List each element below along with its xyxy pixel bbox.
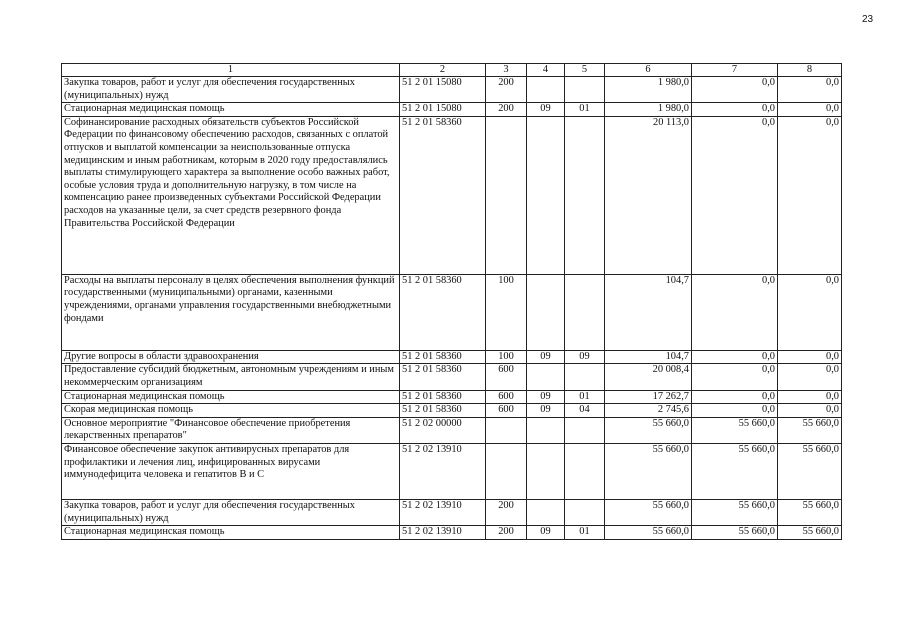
- expense-type-cell: 200: [486, 103, 527, 117]
- section-cell: 09: [527, 103, 565, 117]
- target-article-cell: 51 2 01 58360: [400, 116, 486, 274]
- amount-col8-cell: 0,0: [778, 77, 842, 103]
- section-cell: 09: [527, 350, 565, 364]
- target-article-cell: 51 2 01 58360: [400, 274, 486, 350]
- subsection-cell: 01: [565, 526, 605, 540]
- amount-col7-cell: 55 660,0: [692, 526, 778, 540]
- table-row: [62, 274, 842, 350]
- header-row: [62, 64, 842, 77]
- amount-col8-cell: 0,0: [778, 274, 842, 350]
- table-row: [62, 390, 842, 404]
- section-cell: [527, 274, 565, 350]
- amount-col6-cell: 104,7: [605, 350, 692, 364]
- subsection-cell: [565, 274, 605, 350]
- expense-type-cell: [486, 443, 527, 499]
- header-cell: 3: [486, 64, 527, 77]
- item-name-cell: Стационарная медицинская помощь: [62, 390, 400, 404]
- subsection-cell: [565, 443, 605, 499]
- table-row: [62, 77, 842, 103]
- item-name-cell: Предоставление субсидий бюджетным, автономным учреждениям и иным некоммерческим организациям: [62, 364, 400, 390]
- amount-col7-cell: 0,0: [692, 404, 778, 418]
- table-row: [62, 116, 842, 274]
- table-row: [62, 499, 842, 525]
- item-name-cell: Скорая медицинская помощь: [62, 404, 400, 418]
- amount-col7-cell: 0,0: [692, 77, 778, 103]
- target-article-cell: 51 2 01 58360: [400, 404, 486, 418]
- section-cell: 09: [527, 526, 565, 540]
- item-name-cell: Закупка товаров, работ и услуг для обеспечения государственных (муниципальных) нужд: [62, 499, 400, 525]
- expense-type-cell: [486, 417, 527, 443]
- table-row: [62, 103, 842, 117]
- target-article-cell: 51 2 01 58360: [400, 390, 486, 404]
- header-cell: 1: [62, 64, 400, 77]
- item-name-cell: Закупка товаров, работ и услуг для обеспечения государственных (муниципальных) нужд: [62, 77, 400, 103]
- item-name-cell: Софинансирование расходных обязательств субъектов Российской Федерации по финансовому обеспечению расходов, связанных с оплатой отпусков и выплатой компенсации за неиспользованные отпуска медицинским и иным работникам, которым в 2020 году предоставлялись выплаты стимулирующего характера за выполнение особо важных работ, особые условия труда и дополнительную нагрузку, в том числе на компенсацию ранее произведенных субъектами Российской Федерации расходов на указанные цели, за счет средств резервного фонда Правительства Российской Федерации: [62, 116, 400, 274]
- amount-col6-cell: 55 660,0: [605, 526, 692, 540]
- amount-col6-cell: 1 980,0: [605, 103, 692, 117]
- expense-type-cell: 200: [486, 77, 527, 103]
- subsection-cell: 09: [565, 350, 605, 364]
- table-row: [62, 526, 842, 540]
- amount-col7-cell: 0,0: [692, 364, 778, 390]
- target-article-cell: 51 2 01 58360: [400, 364, 486, 390]
- header-cell: 4: [527, 64, 565, 77]
- subsection-cell: 01: [565, 390, 605, 404]
- amount-col7-cell: 0,0: [692, 103, 778, 117]
- section-cell: [527, 417, 565, 443]
- item-name-cell: Финансовое обеспечение закупок антивирусных препаратов для профилактики и лечения лиц, инфицированных вирусами иммунодефицита человека и гепатитов В и С: [62, 443, 400, 499]
- amount-col7-cell: 0,0: [692, 274, 778, 350]
- section-cell: [527, 364, 565, 390]
- header-cell: 8: [778, 64, 842, 77]
- target-article-cell: 51 2 01 58360: [400, 350, 486, 364]
- amount-col6-cell: 55 660,0: [605, 443, 692, 499]
- expense-type-cell: 100: [486, 274, 527, 350]
- amount-col8-cell: 55 660,0: [778, 499, 842, 525]
- amount-col8-cell: 55 660,0: [778, 526, 842, 540]
- amount-col8-cell: 0,0: [778, 390, 842, 404]
- amount-col8-cell: 55 660,0: [778, 417, 842, 443]
- item-name-cell: Стационарная медицинская помощь: [62, 103, 400, 117]
- amount-col8-cell: 0,0: [778, 103, 842, 117]
- amount-col8-cell: 0,0: [778, 116, 842, 274]
- amount-col6-cell: 55 660,0: [605, 417, 692, 443]
- table-row: [62, 404, 842, 418]
- header-cell: 6: [605, 64, 692, 77]
- amount-col7-cell: 55 660,0: [692, 417, 778, 443]
- expense-type-cell: 200: [486, 499, 527, 525]
- section-cell: [527, 443, 565, 499]
- amount-col7-cell: 0,0: [692, 350, 778, 364]
- amount-col8-cell: 0,0: [778, 364, 842, 390]
- amount-col7-cell: 0,0: [692, 390, 778, 404]
- header-cell: 7: [692, 64, 778, 77]
- item-name-cell: Другие вопросы в области здравоохранения: [62, 350, 400, 364]
- expense-type-cell: 600: [486, 404, 527, 418]
- item-name-cell: Стационарная медицинская помощь: [62, 526, 400, 540]
- table-row: [62, 364, 842, 390]
- subsection-cell: 01: [565, 103, 605, 117]
- section-cell: 09: [527, 390, 565, 404]
- amount-col6-cell: 55 660,0: [605, 499, 692, 525]
- amount-col7-cell: 55 660,0: [692, 443, 778, 499]
- item-name-cell: Расходы на выплаты персоналу в целях обеспечения выполнения функций государственными (муниципальными) органами, казенными учреждениями, органами управления государственными внебюджетными фондами: [62, 274, 400, 350]
- header-cell: 5: [565, 64, 605, 77]
- expense-type-cell: 600: [486, 390, 527, 404]
- target-article-cell: 51 2 02 13910: [400, 526, 486, 540]
- target-article-cell: 51 2 01 15080: [400, 77, 486, 103]
- amount-col8-cell: 0,0: [778, 350, 842, 364]
- table-row: [62, 350, 842, 364]
- amount-col6-cell: 104,7: [605, 274, 692, 350]
- subsection-cell: [565, 116, 605, 274]
- target-article-cell: 51 2 01 15080: [400, 103, 486, 117]
- amount-col6-cell: 17 262,7: [605, 390, 692, 404]
- page-number: 23: [862, 14, 874, 25]
- amount-col6-cell: 20 008,4: [605, 364, 692, 390]
- section-cell: [527, 77, 565, 103]
- item-name-cell: Основное мероприятие "Финансовое обеспечение приобретения лекарственных препаратов": [62, 417, 400, 443]
- subsection-cell: [565, 499, 605, 525]
- expense-type-cell: 200: [486, 526, 527, 540]
- amount-col8-cell: 0,0: [778, 404, 842, 418]
- amount-col8-cell: 55 660,0: [778, 443, 842, 499]
- expense-type-cell: 100: [486, 350, 527, 364]
- subsection-cell: 04: [565, 404, 605, 418]
- target-article-cell: 51 2 02 13910: [400, 499, 486, 525]
- amount-col6-cell: 1 980,0: [605, 77, 692, 103]
- section-cell: 09: [527, 404, 565, 418]
- section-cell: [527, 116, 565, 274]
- target-article-cell: 51 2 02 13910: [400, 443, 486, 499]
- amount-col7-cell: 0,0: [692, 116, 778, 274]
- table-row: [62, 443, 842, 499]
- target-article-cell: 51 2 02 00000: [400, 417, 486, 443]
- amount-col6-cell: 2 745,6: [605, 404, 692, 418]
- subsection-cell: [565, 77, 605, 103]
- amount-col7-cell: 55 660,0: [692, 499, 778, 525]
- table-row: [62, 417, 842, 443]
- section-cell: [527, 499, 565, 525]
- header-cell: 2: [400, 64, 486, 77]
- subsection-cell: [565, 417, 605, 443]
- expense-type-cell: 600: [486, 364, 527, 390]
- expense-type-cell: [486, 116, 527, 274]
- amount-col6-cell: 20 113,0: [605, 116, 692, 274]
- budget-table: [61, 63, 842, 540]
- subsection-cell: [565, 364, 605, 390]
